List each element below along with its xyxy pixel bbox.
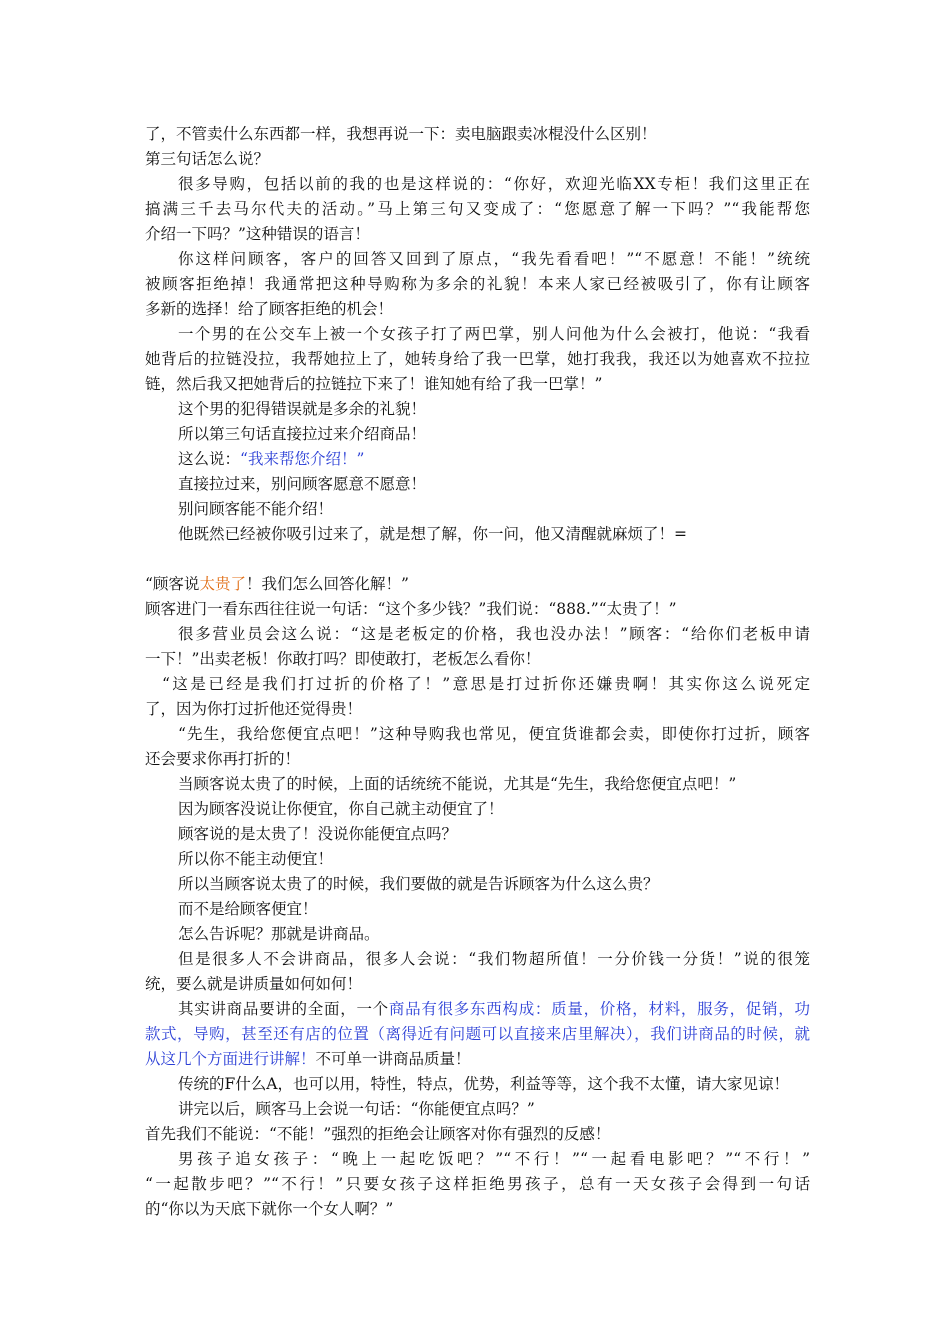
text-span: 这么说：	[178, 450, 241, 468]
text-line	[145, 997, 810, 1022]
text-line: 你这样问顾客，客户的回答又回到了原点，“我先看看吧！”“不愿意！不能！”统统	[178, 250, 810, 268]
text-line: 因为顾客没说让你便宜，你自己就主动便宜了！	[178, 800, 504, 818]
section-heading	[145, 572, 810, 597]
text-line: 首先我们不能说：“不能！”强烈的拒绝会让顾客对你有强烈的反感！	[145, 1125, 611, 1143]
text-span: “顾客说	[145, 575, 200, 593]
document-body	[145, 122, 810, 1222]
text-line: 了，不管卖什么东西都一样，我想再说一下：卖电脑跟卖冰棍没什么区别！	[145, 125, 657, 143]
text-line: 一个男的在公交车上被一个女孩子打了两巴掌，别人问他为什么会被打，他说：“我看	[178, 325, 810, 343]
text-line: 别问顾客能不能介绍！	[178, 500, 334, 518]
text-line: 当顾客说太贵了的时候，上面的话统统不能说，尤其是“先生，我给您便宜点吧！”	[178, 775, 737, 793]
highlighted-phrase: 从这几个方面进行讲解！	[145, 1050, 316, 1068]
text-line: 所以你不能主动便宜！	[178, 850, 334, 868]
text-line: 一下！”出卖老板！你敢打吗？即使敢打，老板怎么看你！	[145, 650, 541, 668]
text-line: 第三句话怎么说？	[145, 150, 270, 168]
text-line: 顾客进门一看东西往往说一句话：“这个多少钱？”我们说：“888.”“太贵了！”	[145, 600, 677, 618]
text-line: 多新的选择！给了顾客拒绝的机会！	[145, 300, 394, 318]
highlighted-line: 款式，导购，甚至还有店的位置（离得近有问题可以直接来店里解决），我们讲商品的时候，就	[145, 1025, 810, 1043]
text-line: 很多导购，包括以前的我的也是这样说的：“你好，欢迎光临XX专柜！我们这里正在	[178, 175, 810, 193]
highlighted-phrase: 商品有很多东西构成：质量，价格，材料，服务，促销，功	[388, 1000, 810, 1018]
text-line: 她背后的拉链没拉，我帮她拉上了，她转身给了我一巴掌，她打我我，我还以为她喜欢不拉拉	[145, 350, 810, 368]
text-line: 了，因为你打过折他还觉得贵！	[145, 700, 363, 718]
text-line: 统，要么就是讲质量如何如何！	[145, 975, 363, 993]
text-line: 传统的F什么A，也可以用，特性，特点，优势，利益等等，这个我不太懂，请大家见谅！	[178, 1075, 789, 1093]
text-line: 所以第三句话直接拉过来介绍商品！	[178, 425, 427, 443]
text-line: 这个男的犯得错误就是多余的礼貌！	[178, 400, 427, 418]
text-span: ！我们怎么回答化解！”	[245, 575, 409, 593]
text-line: 很多营业员会这么说：“这是老板定的价格，我也没办法！”顾客：“给你们老板申请	[178, 625, 810, 643]
text-line: “一起散步吧？”“不行！”只要女孩子这样拒绝男孩子，总有一天女孩子会得到一句话	[145, 1175, 810, 1193]
text-line: 搞满三千去马尔代夫的活动。”马上第三句又变成了：“您愿意了解一下吗？”“我能帮您	[145, 200, 810, 218]
text-line: 讲完以后，顾客马上会说一句话：“你能便宜点吗？”	[178, 1100, 535, 1118]
text-line: “这是已经是我们打过折的价格了！”意思是打过折你还嫌贵啊！其实你这么说死定	[162, 675, 810, 693]
text-line: 还会要求你再打折的！	[145, 750, 301, 768]
text-line: 的“你以为天底下就你一个女人啊？”	[145, 1200, 394, 1218]
highlighted-quote: “我来帮您介绍！”	[240, 450, 365, 468]
text-line: 被顾客拒绝掉！我通常把这种导购称为多余的礼貌！本来人家已经被吸引了，你有让顾客	[145, 275, 810, 293]
text-line: 男孩子追女孩子：“晚上一起吃饭吧？”“不行！”“一起看电影吧？”“不行！”	[178, 1150, 810, 1168]
text-line: 直接拉过来，别问顾客愿意不愿意！	[178, 475, 427, 493]
text-line: 链，然后我又把她背后的拉链拉下来了！谁知她有给了我一巴掌！”	[145, 375, 603, 393]
text-span: 不可单一讲商品质量！	[315, 1050, 471, 1068]
text-line: “先生，我给您便宜点吧！”这种导购我也常见，便宜货谁都会卖，即使你打过折，顾客	[178, 725, 810, 743]
highlighted-phrase: 太贵了	[199, 575, 246, 593]
text-line	[145, 447, 810, 472]
text-line: 怎么告诉呢？那就是讲商品。	[178, 925, 380, 943]
text-line: 他既然已经被你吸引过来了，就是想了解，你一问，他又清醒就麻烦了！=	[178, 525, 687, 543]
text-span: 其实讲商品要讲的全面，一个	[178, 1000, 389, 1018]
text-line	[145, 1047, 810, 1072]
paragraph-gap	[145, 547, 810, 572]
text-line: 介绍一下吗？”这种错误的语言！	[145, 225, 370, 243]
text-line: 但是很多人不会讲商品，很多人会说：“我们物超所值！一分价钱一分货！”说的很笼	[178, 950, 810, 968]
text-line: 而不是给顾客便宜！	[178, 900, 318, 918]
text-line: 所以当顾客说太贵了的时候，我们要做的就是告诉顾客为什么这么贵？	[178, 875, 659, 893]
text-line: 顾客说的是太贵了！没说你能便宜点吗？	[178, 825, 458, 843]
